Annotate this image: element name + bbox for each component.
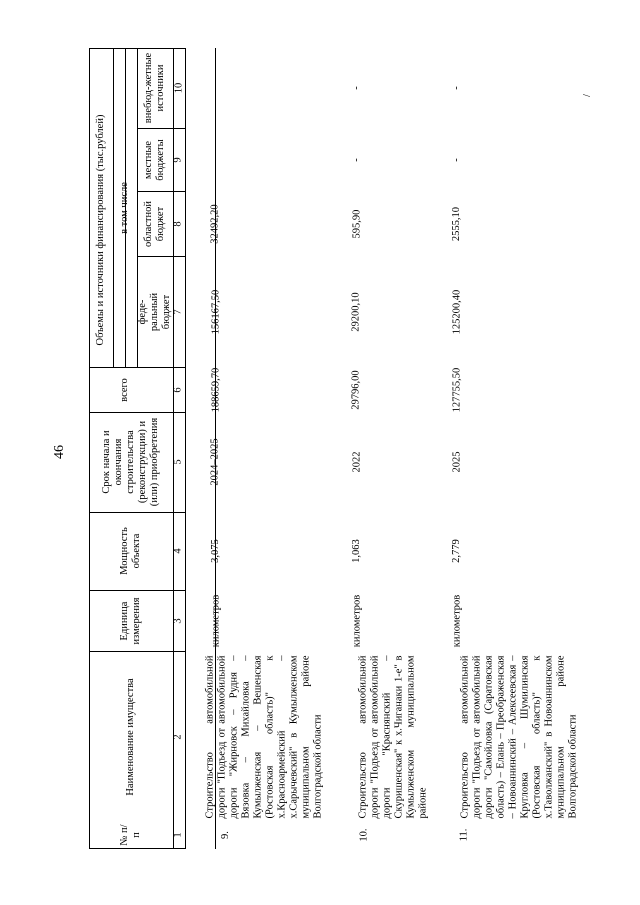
header-col-total: всего <box>119 377 130 402</box>
row-10-federal: 29200,10 <box>351 291 362 332</box>
row-9-period: 2024–2025 <box>210 438 221 486</box>
header-col-extra: внебюд-жетные источники <box>143 52 166 124</box>
header-col-number: № п/п <box>119 824 142 846</box>
row-9-total: 188659,70 <box>210 367 221 412</box>
row-11-capacity: 2,779 <box>451 539 462 563</box>
header-financing-group: Объемы и источники финансирования (тыс.рублей) <box>95 114 106 346</box>
col-number-10: 10 <box>173 82 184 94</box>
row-11-name: Строительство автомобильной дороги "Подъезд от автомобильной дороги "Самойловка (Саратовская область) – Елань – Преображенская – Новоаннинский – Алексеевская – Кругловка – Шумилинская (Ростовская область)" к х.Таволжанский" в Новоаннинском муниципальном районе Волгоградской области <box>459 655 578 818</box>
margin-mark: / <box>581 94 593 97</box>
row-10-unit: километров <box>351 594 362 647</box>
header-col-name: Наименование имущества <box>125 677 136 796</box>
row-11-extra: - <box>451 86 462 90</box>
col-number-7: 7 <box>173 308 184 315</box>
row-9-regional: 32492,20 <box>210 203 221 244</box>
row-10-capacity: 1,063 <box>351 539 362 563</box>
col-number-6: 6 <box>173 386 184 393</box>
header-col-capacity: Мощность объекта <box>119 527 142 575</box>
header-col-federal: феде-ральный бюджет <box>137 292 172 331</box>
header-col-period: Срок начала и окончания строительства (реконструкции) и (или) приобретения <box>101 417 160 507</box>
col-number-8: 8 <box>173 220 184 227</box>
row-10-total: 29796,00 <box>351 369 362 410</box>
row-11-number: 11. <box>458 828 470 842</box>
row-9-extra: - <box>210 86 221 90</box>
row-11-unit: километров <box>451 594 462 647</box>
row-10-number: 10. <box>358 828 370 842</box>
header-col-local: местные бюджеты <box>143 138 166 181</box>
header-col-unit: Единица измерения <box>119 597 142 644</box>
row-10-period: 2022 <box>351 451 362 473</box>
col-number-9: 9 <box>173 156 184 163</box>
row-10-local: - <box>351 157 362 162</box>
header-col-regional: областной бюджет <box>143 200 166 247</box>
row-11-local: - <box>451 157 462 162</box>
header-subgroup: в том числе <box>119 181 130 234</box>
row-11-total: 127755,50 <box>451 367 462 412</box>
col-number-5: 5 <box>173 459 184 465</box>
row-11-regional: 2555,10 <box>451 206 462 241</box>
page-number: 46 <box>52 445 67 459</box>
row-9-number: 9. <box>220 831 232 839</box>
row-10-name: Строительство автомобильной дороги "Подъезд от автомобильной дороги "Краснянский – Скуришенская" к х.Чиганаки 1-е" в Кумылженском муниципальном районе <box>357 655 428 818</box>
row-9-capacity: 3,075 <box>210 539 221 563</box>
row-10-regional: 595,90 <box>351 209 362 238</box>
col-number-1: 1 <box>173 832 184 838</box>
row-10-extra: - <box>351 86 362 90</box>
col-number-2: 2 <box>173 733 184 740</box>
row-11-period: 2025 <box>451 451 462 473</box>
row-9-unit: километров <box>210 594 221 647</box>
row-9-federal: 156167,50 <box>210 289 221 334</box>
row-9-local: - <box>210 157 221 162</box>
row-11-federal: 125200,40 <box>451 289 462 334</box>
row-9-name: Строительство автомобильной дороги "Подъезд от автомобильной дороги "Жирновск – Рудня – Вязовка – Михайловка – Кумылженская – Вешенская (Ростовская область)" к х.Красноармейский – х.Сарычевский" в Кумылженском муниципальном районе Волгоградской области <box>204 655 324 818</box>
col-number-3: 3 <box>173 617 184 624</box>
col-number-4: 4 <box>173 548 184 554</box>
